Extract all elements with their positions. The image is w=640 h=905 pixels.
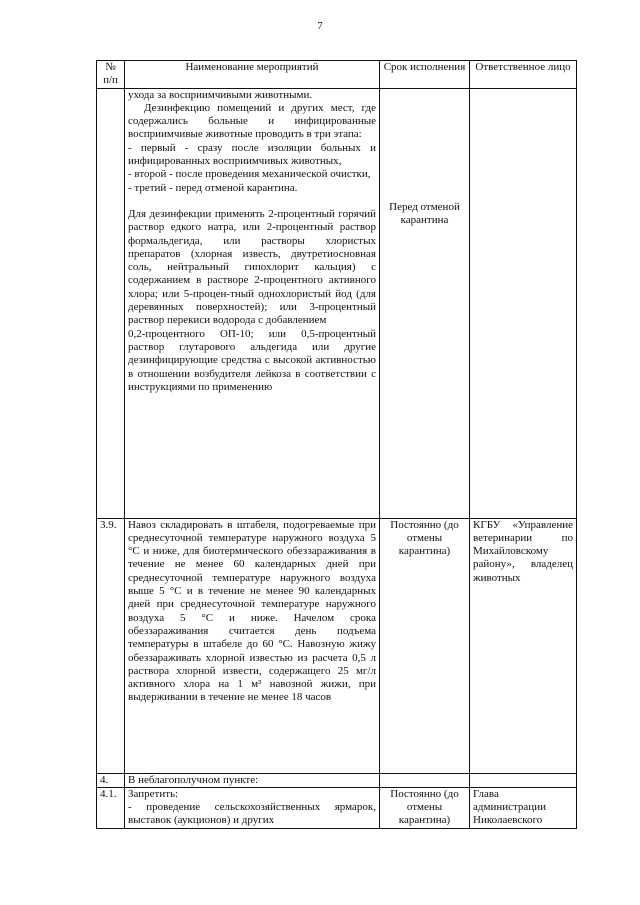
- row-num: 4.1.: [97, 787, 125, 828]
- page-number: 7: [317, 20, 323, 32]
- table-row: [97, 773, 577, 787]
- row-text: Навоз складировать в штабеля, подогреваемые при среднесуточной температуре наружного воздуха 5 °С и ниже, для биотермического обеззараживания в течение не менее 60 календарных дней при среднесуточной температуре наружного воздуха выше 5 °С и в течение не менее 90 календарных дней при среднесуточной температуре наружного воздуха 5 °С и ниже. Начелом срока обеззараживания считается день подъема температуры в штабеле до 60 °С. Навозную жижу обеззараживать хлорной известью из расчета 0,5 л раствора хлорной извести, содержащего 25 мг/л активного хлора на 1 м³ навозной жижи, при выдерживании в течение не менее 18 часов: [125, 518, 380, 773]
- row-responsible: Глава администрации Николаевского: [470, 787, 577, 828]
- row-responsible: [470, 773, 577, 787]
- row-term: [380, 773, 470, 787]
- table-header: [97, 61, 577, 89]
- header-responsible: Ответственное лицо: [470, 61, 577, 89]
- row-num: 4.: [97, 773, 125, 787]
- row-text: Запретить: - проведение сельскохозяйственных ярмарок, выставок (аукционов) и других: [125, 787, 380, 828]
- measures-table: [96, 60, 577, 829]
- row-term: Постоянно (до отмены карантина): [380, 518, 470, 773]
- row-text: ухода за восприимчивыми животными. Дезинфекцию помещений и других мест, где содержались больные и инфицированные восприимчивые животные проводить в три этапа: - первый - сразу после изоляции больных и инфицированных восприимчивых животных, - второй - после проведения механической очистки, - третий - перед отменой карантина. Для дезинфекции применять 2-процентный горячий раствор едкого натра, или 2-процентный раствор формальдегида, или растворы хлористых препаратов (хлорная известь, двутретиосновная соль, нейтральный гипохлорит кальция) с содержанием в растворе 2-процентного активного хлора; или 5-процен-тный однохлористый йод (для деревянных поверхностей); или 3-процентный раствор перекиси водорода с добавлением 0,2-процентного ОП-10; или 0,5-процентный раствор глутарового альдегида или другие дезинфицирующие средства с высокой активностью в отношении возбудителя лейкоза в соответствии с инструкциями по применению: [125, 88, 380, 518]
- row-num: [97, 88, 125, 518]
- row-term: Перед отменой карантина: [380, 88, 470, 518]
- table-row: [97, 88, 577, 518]
- table-row: [97, 787, 577, 828]
- row-responsible: [470, 88, 577, 518]
- row-text: В неблагополучном пункте:: [125, 773, 380, 787]
- row-responsible: КГБУ «Управление ветеринарии по Михайловскому району», владелец животных: [470, 518, 577, 773]
- header-num: № п/п: [97, 61, 125, 89]
- header-name: Наименование мероприятий: [125, 61, 380, 89]
- table-row: [97, 518, 577, 773]
- row-term: Постоянно (до отмены карантина): [380, 787, 470, 828]
- header-term: Срок исполнения: [380, 61, 470, 89]
- row-num: 3.9.: [97, 518, 125, 773]
